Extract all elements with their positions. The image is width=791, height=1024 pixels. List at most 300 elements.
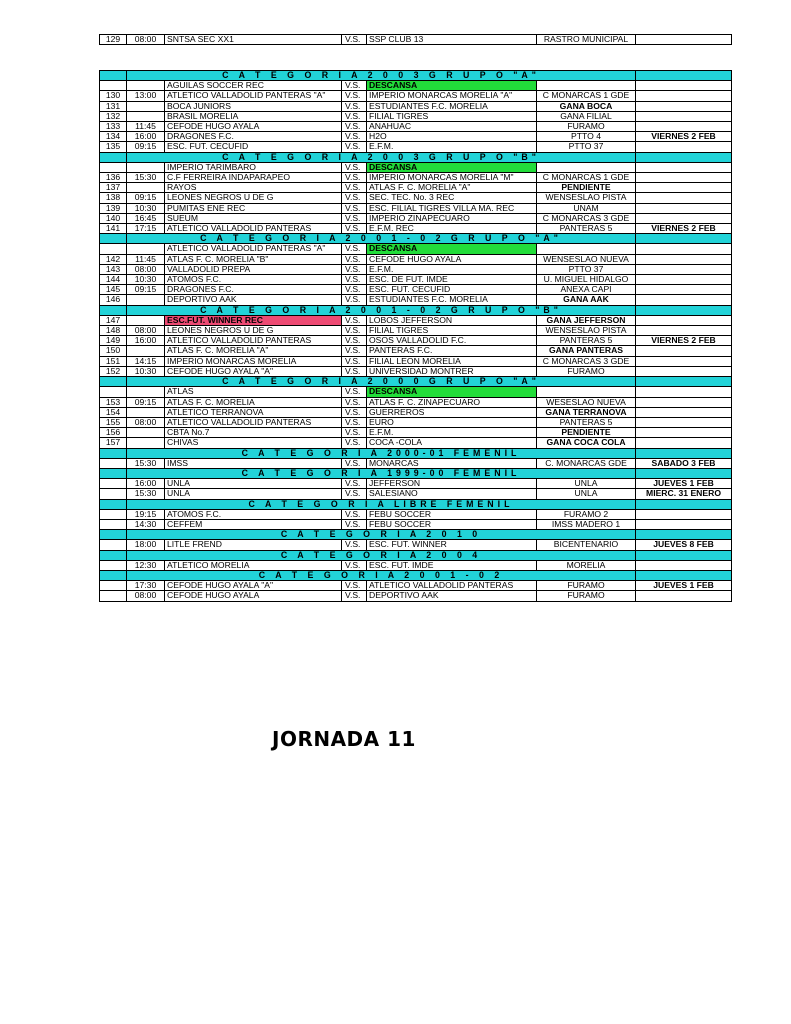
away-team: UNIVERSIDAD MONTRER [367, 366, 537, 376]
away-team: ATLAS F. C. ZINAPECUARO [367, 397, 537, 407]
vs-label: V.S. [342, 315, 367, 325]
match-number [100, 591, 127, 601]
venue: C MONARCAS 1 GDE [537, 173, 636, 183]
note [636, 91, 732, 101]
match-row [100, 428, 732, 438]
home-team: SNTSA SEC XX1 [165, 35, 342, 45]
home-team: VALLADOLID PREPA [165, 264, 342, 274]
match-row [100, 346, 732, 356]
match-row [100, 417, 732, 427]
away-team: LOBOS JEFFERSON [367, 315, 537, 325]
category-header [100, 468, 732, 478]
home-team: LEONES NEGROS U DE G [165, 326, 342, 336]
venue: FURAMO [537, 581, 636, 591]
match-row [100, 203, 732, 213]
category-header-blank [100, 468, 127, 478]
note: JUEVES 1 FEB [636, 581, 732, 591]
venue: PANTERAS 5 [537, 224, 636, 234]
home-team: ATLETICO MORELIA [165, 560, 342, 570]
home-team: CEFODE HUGO AYALA "A" [165, 366, 342, 376]
note: VIERNES 2 FEB [636, 132, 732, 142]
home-team: ATOMOS F.C. [165, 275, 342, 285]
match-number: 151 [100, 356, 127, 366]
category-header-blank [636, 570, 732, 580]
match-time: 15:30 [127, 489, 165, 499]
venue: FURAMO [537, 366, 636, 376]
schedule-table [99, 70, 732, 602]
match-row [100, 509, 732, 519]
match-time: 15:30 [127, 458, 165, 468]
match-number [100, 458, 127, 468]
venue: PTTO 37 [537, 264, 636, 274]
away-team: FILIAL TIGRES [367, 326, 537, 336]
away-team: ESC. FUT. CECUFID [367, 285, 537, 295]
match-number: 153 [100, 397, 127, 407]
match-number: 154 [100, 407, 127, 417]
match-number: 134 [100, 132, 127, 142]
match-time [127, 295, 165, 305]
match-number: 148 [100, 326, 127, 336]
match-number: 152 [100, 366, 127, 376]
vs-label: V.S. [342, 264, 367, 274]
match-time [127, 428, 165, 438]
note [636, 183, 732, 193]
venue: ANEXA CAPI [537, 285, 636, 295]
match-number: 136 [100, 173, 127, 183]
category-header-blank [100, 377, 127, 387]
note [636, 111, 732, 121]
match-time: 16:00 [127, 336, 165, 346]
home-team: BOCA JUNIORS [165, 101, 342, 111]
vs-label: V.S. [342, 591, 367, 601]
vs-label: V.S. [342, 193, 367, 203]
category-header-blank [100, 570, 127, 580]
match-row [100, 122, 732, 132]
category-header-blank [636, 550, 732, 560]
category-title: C A T E G O R I A 2 0 0 1 - 0 2 G R U P O "A" [127, 234, 636, 244]
vs-label: V.S. [342, 101, 367, 111]
away-team: DESCANSA [367, 244, 537, 254]
home-team: CEFODE HUGO AYALA [165, 591, 342, 601]
away-team: CEFODE HUGO AYALA [367, 254, 537, 264]
vs-label: V.S. [342, 438, 367, 448]
note [636, 356, 732, 366]
category-header-blank [100, 234, 127, 244]
vs-label: V.S. [342, 162, 367, 172]
venue: PANTERAS 5 [537, 417, 636, 427]
match-row [100, 336, 732, 346]
home-team: UNLA [165, 489, 342, 499]
match-row [100, 111, 732, 121]
match-time: 08:00 [127, 35, 165, 45]
away-team: FEBU SOCCER [367, 509, 537, 519]
match-number [100, 81, 127, 91]
match-time [127, 438, 165, 448]
category-header [100, 530, 732, 540]
note [636, 285, 732, 295]
away-team: SALESIANO [367, 489, 537, 499]
match-row [100, 173, 732, 183]
venue: WENSESLAO PISTA [537, 193, 636, 203]
venue: MORELIA [537, 560, 636, 570]
match-number [100, 387, 127, 397]
category-header-blank [636, 468, 732, 478]
note [636, 264, 732, 274]
venue: FURAMO 2 [537, 509, 636, 519]
category-header-blank [100, 499, 127, 509]
away-team: E.F.M. REC [367, 224, 537, 234]
match-time: 15:30 [127, 173, 165, 183]
away-team: JEFFERSON [367, 479, 537, 489]
note: VIERNES 2 FEB [636, 224, 732, 234]
match-number: 133 [100, 122, 127, 132]
category-header-blank [100, 448, 127, 458]
vs-label: V.S. [342, 183, 367, 193]
note [636, 101, 732, 111]
vs-label: V.S. [342, 356, 367, 366]
vs-label: V.S. [342, 489, 367, 499]
category-header-blank [100, 550, 127, 560]
away-team: E.F.M. [367, 428, 537, 438]
vs-label: V.S. [342, 91, 367, 101]
venue: UNLA [537, 489, 636, 499]
venue [537, 387, 636, 397]
vs-label: V.S. [342, 326, 367, 336]
home-team: CEFODE HUGO AYALA [165, 122, 342, 132]
match-row [100, 285, 732, 295]
away-team: ESC. FILIAL TIGRES VILLA MA. REC [367, 203, 537, 213]
vs-label: V.S. [342, 397, 367, 407]
match-row [100, 387, 732, 397]
vs-label: V.S. [342, 417, 367, 427]
venue: U. MIGUEL HIDALGO [537, 275, 636, 285]
away-team: FILIAL LEON MORELIA [367, 356, 537, 366]
home-team: LEONES NEGROS U DE G [165, 193, 342, 203]
match-number: 140 [100, 213, 127, 223]
match-number [100, 489, 127, 499]
away-team: IMPERIO ZINAPECUARO [367, 213, 537, 223]
home-team: CEFFEM [165, 519, 342, 529]
home-team: LITLE FREND [165, 540, 342, 550]
note [636, 509, 732, 519]
venue: GANA AAK [537, 295, 636, 305]
away-team: IMPERIO MONARCAS MORELIA "M" [367, 173, 537, 183]
match-row [100, 35, 732, 45]
category-header-blank [100, 305, 127, 315]
venue: GANA TERRANOVA [537, 407, 636, 417]
note [636, 519, 732, 529]
home-team: ATLETICO VALLADOLID PANTERAS [165, 224, 342, 234]
match-time [127, 407, 165, 417]
match-number: 135 [100, 142, 127, 152]
match-number [100, 509, 127, 519]
venue: UNLA [537, 479, 636, 489]
match-number [100, 479, 127, 489]
home-team: ATLETICO VALLADOLID PANTERAS "A" [165, 244, 342, 254]
vs-label: V.S. [342, 366, 367, 376]
note: SABADO 3 FEB [636, 458, 732, 468]
note [636, 591, 732, 601]
vs-label: V.S. [342, 346, 367, 356]
away-team: ATLAS F. C. MORELIA "A" [367, 183, 537, 193]
category-header-blank [636, 71, 732, 81]
match-time [127, 315, 165, 325]
match-number: 145 [100, 285, 127, 295]
vs-label: V.S. [342, 407, 367, 417]
venue: WESESLAO NUEVA [537, 397, 636, 407]
note: VIERNES 2 FEB [636, 336, 732, 346]
category-header [100, 570, 732, 580]
vs-label: V.S. [342, 540, 367, 550]
vs-label: V.S. [342, 81, 367, 91]
venue: RASTRO MUNICIPAL [537, 35, 636, 45]
vs-label: V.S. [342, 519, 367, 529]
category-title: C A T E G O R I A 2 0 0 0 G R U P O "A" [127, 377, 636, 387]
match-number: 144 [100, 275, 127, 285]
category-header-blank [100, 71, 127, 81]
category-header [100, 499, 732, 509]
match-time: 08:00 [127, 417, 165, 427]
match-row [100, 560, 732, 570]
home-team: IMPERIO TARIMBARO [165, 162, 342, 172]
category-header-blank [636, 305, 732, 315]
venue: PENDIENTE [537, 428, 636, 438]
vs-label: V.S. [342, 173, 367, 183]
match-time: 18:00 [127, 540, 165, 550]
match-time: 16:00 [127, 479, 165, 489]
away-team: FEBU SOCCER [367, 519, 537, 529]
schedule-body [100, 71, 732, 602]
match-row [100, 315, 732, 325]
vs-label: V.S. [342, 295, 367, 305]
match-time: 08:00 [127, 591, 165, 601]
home-team: CHIVAS [165, 438, 342, 448]
category-title: C A T E G O R I A 2 0 0 3 G R U P O "B" [127, 152, 636, 162]
match-row [100, 458, 732, 468]
venue: PTTO 37 [537, 142, 636, 152]
vs-label: V.S. [342, 213, 367, 223]
match-row [100, 193, 732, 203]
away-team: OSOS VALLADOLID F.C. [367, 336, 537, 346]
venue: C MONARCAS 3 GDE [537, 213, 636, 223]
home-team: RAYOS [165, 183, 342, 193]
match-number: 129 [100, 35, 127, 45]
match-time: 11:45 [127, 254, 165, 264]
match-row [100, 142, 732, 152]
home-team: CEFODE HUGO AYALA "A" [165, 581, 342, 591]
match-row [100, 132, 732, 142]
home-team: ESC. FUT. CECUFID [165, 142, 342, 152]
away-team: ESC. FUT. WINNER [367, 540, 537, 550]
match-row [100, 162, 732, 172]
match-time: 10:30 [127, 275, 165, 285]
home-team: DRAGONES F.C. [165, 132, 342, 142]
home-team: BRASIL MORELIA [165, 111, 342, 121]
vs-label: V.S. [342, 35, 367, 45]
jornada-title: JORNADA 11 [272, 727, 416, 751]
venue: FURAMO [537, 591, 636, 601]
match-number [100, 519, 127, 529]
home-team: ATLAS F. C. MORELIA "A" [165, 346, 342, 356]
match-time [127, 81, 165, 91]
venue: UNAM [537, 203, 636, 213]
vs-label: V.S. [342, 111, 367, 121]
note [636, 366, 732, 376]
note: MIERC. 31 ENERO [636, 489, 732, 499]
home-team: DEPORTIVO AAK [165, 295, 342, 305]
vs-label: V.S. [342, 285, 367, 295]
home-team: ATLETICO VALLADOLID PANTERAS [165, 417, 342, 427]
category-header [100, 305, 732, 315]
note [636, 326, 732, 336]
match-row [100, 519, 732, 529]
match-time: 19:15 [127, 509, 165, 519]
home-team: C.F FERREIRA INDAPARAPEO [165, 173, 342, 183]
note [636, 173, 732, 183]
home-team: ATLETICO VALLADOLID PANTERAS "A" [165, 91, 342, 101]
note [636, 438, 732, 448]
vs-label: V.S. [342, 581, 367, 591]
category-header-blank [636, 234, 732, 244]
note [636, 315, 732, 325]
home-team: AGUILAS SOCCER REC [165, 81, 342, 91]
vs-label: V.S. [342, 387, 367, 397]
match-row [100, 183, 732, 193]
match-number: 139 [100, 203, 127, 213]
match-row [100, 366, 732, 376]
vs-label: V.S. [342, 224, 367, 234]
match-time: 09:15 [127, 142, 165, 152]
match-number: 137 [100, 183, 127, 193]
away-team: PANTERAS F.C. [367, 346, 537, 356]
note [636, 387, 732, 397]
match-row [100, 397, 732, 407]
note [636, 142, 732, 152]
category-title: C A T E G O R I A 2 0 1 0 [127, 530, 636, 540]
category-title: C A T E G O R I A 1999-00 FEMENIL [127, 468, 636, 478]
away-team: GUERREROS [367, 407, 537, 417]
match-row [100, 356, 732, 366]
home-team: ATOMOS F.C. [165, 509, 342, 519]
home-team: SUEUM [165, 213, 342, 223]
note [636, 407, 732, 417]
category-header-blank [636, 152, 732, 162]
match-row [100, 91, 732, 101]
match-row [100, 581, 732, 591]
note [636, 295, 732, 305]
venue [537, 81, 636, 91]
venue: C MONARCAS 3 GDE [537, 356, 636, 366]
home-team: CBTA No.7 [165, 428, 342, 438]
venue: GANA FILIAL [537, 111, 636, 121]
category-header-blank [636, 530, 732, 540]
match-row [100, 540, 732, 550]
match-number: 130 [100, 91, 127, 101]
venue: C. MONARCAS GDE [537, 458, 636, 468]
home-team: ATLAS F. C. MORELIA "B" [165, 254, 342, 264]
away-team: FILIAL TIGRES [367, 111, 537, 121]
match-time [127, 387, 165, 397]
category-title: C A T E G O R I A 2 0 0 3 G R U P O "A" [127, 71, 636, 81]
away-team: IMPERIO MONARCAS MORELIA "A" [367, 91, 537, 101]
note [636, 203, 732, 213]
vs-label: V.S. [342, 509, 367, 519]
match-row [100, 224, 732, 234]
note: JUEVES 8 FEB [636, 540, 732, 550]
match-time: 17:15 [127, 224, 165, 234]
category-header [100, 448, 732, 458]
match-time: 10:30 [127, 203, 165, 213]
note [636, 81, 732, 91]
match-time: 11:45 [127, 122, 165, 132]
away-team: SSP CLUB 13 [367, 35, 537, 45]
note [636, 213, 732, 223]
home-team: ATLAS F. C. MORELIA [165, 397, 342, 407]
away-team: DESCANSA [367, 162, 537, 172]
note [636, 162, 732, 172]
vs-label: V.S. [342, 203, 367, 213]
category-title: C A T E G O R I A 2000-01 FEMENIL [127, 448, 636, 458]
away-team: MONARCAS [367, 458, 537, 468]
match-number [100, 244, 127, 254]
match-time: 09:15 [127, 397, 165, 407]
top-schedule-table [99, 34, 732, 45]
category-header [100, 71, 732, 81]
match-time: 08:00 [127, 264, 165, 274]
away-team: ESTUDIANTES F.C. MORELIA [367, 101, 537, 111]
away-team: EURO [367, 417, 537, 427]
home-team: ATLAS [165, 387, 342, 397]
vs-label: V.S. [342, 428, 367, 438]
match-time [127, 162, 165, 172]
category-header-blank [636, 377, 732, 387]
note [636, 35, 732, 45]
note [636, 254, 732, 264]
category-title: C A T E G O R I A 2 0 0 1 - 0 2 [127, 570, 636, 580]
match-row [100, 407, 732, 417]
match-time: 10:30 [127, 366, 165, 376]
match-time: 17:30 [127, 581, 165, 591]
away-team: ESTUDIANTES F.C. MORELIA [367, 295, 537, 305]
vs-label: V.S. [342, 132, 367, 142]
vs-label: V.S. [342, 142, 367, 152]
match-time: 16:45 [127, 213, 165, 223]
match-number: 150 [100, 346, 127, 356]
match-number: 149 [100, 336, 127, 346]
venue: PTTO 4 [537, 132, 636, 142]
match-row [100, 489, 732, 499]
match-time: 14:30 [127, 519, 165, 529]
match-row [100, 264, 732, 274]
venue: WENSESLAO NUEVA [537, 254, 636, 264]
match-time [127, 244, 165, 254]
away-team: ANAHUAC [367, 122, 537, 132]
match-time: 09:15 [127, 285, 165, 295]
venue: FURAMO [537, 122, 636, 132]
match-row [100, 81, 732, 91]
vs-label: V.S. [342, 122, 367, 132]
home-team: PUMITAS ENE REC [165, 203, 342, 213]
category-header-blank [100, 530, 127, 540]
match-number: 143 [100, 264, 127, 274]
note [636, 275, 732, 285]
category-title: C A T E G O R I A LIBRE FEMENIL [127, 499, 636, 509]
match-number: 138 [100, 193, 127, 203]
match-number: 132 [100, 111, 127, 121]
match-time [127, 111, 165, 121]
away-team: COCA -COLA [367, 438, 537, 448]
note [636, 244, 732, 254]
